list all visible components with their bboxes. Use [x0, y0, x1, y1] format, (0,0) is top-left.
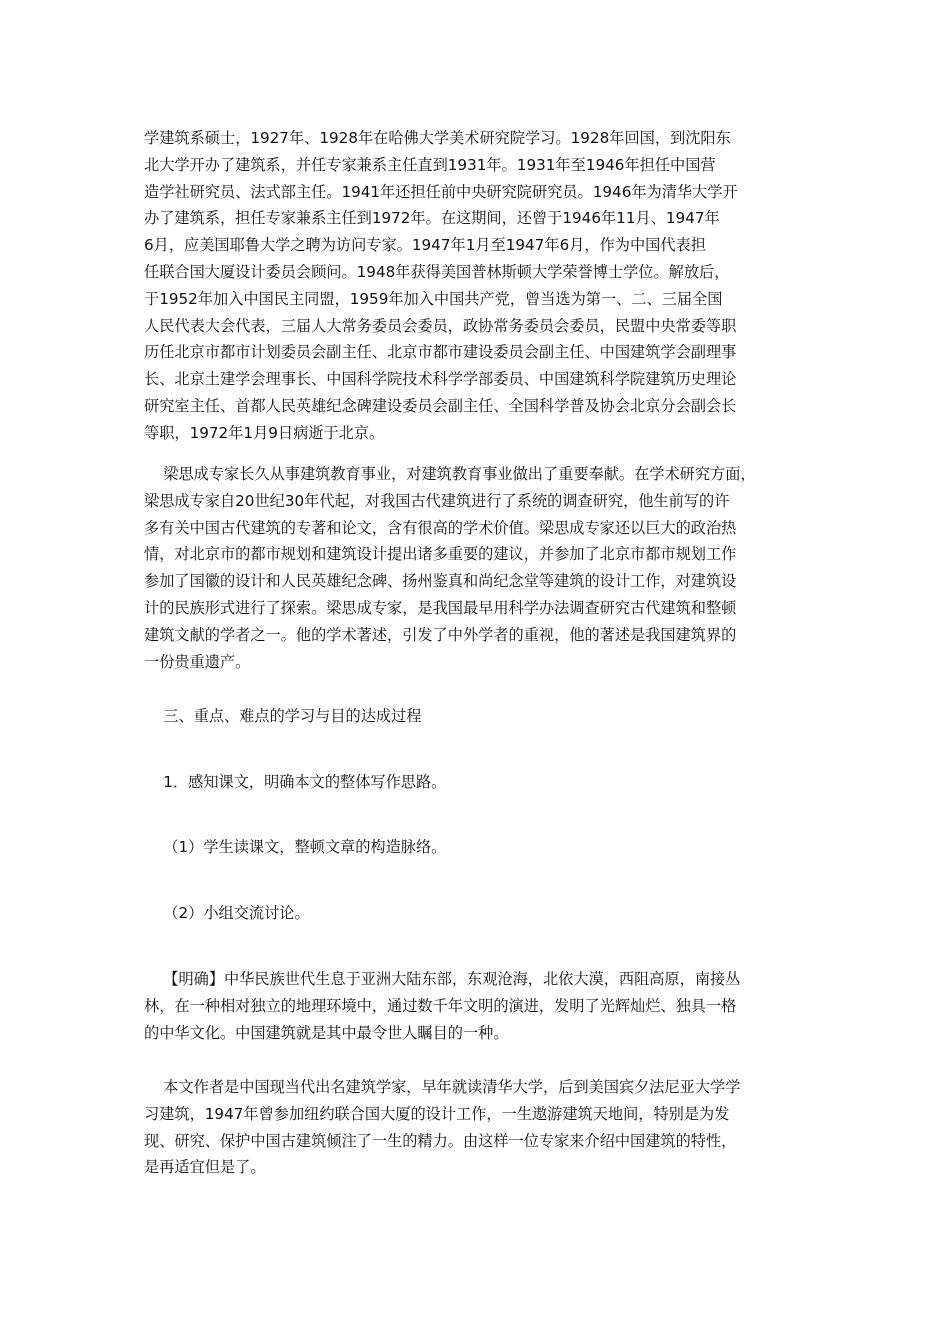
text-line: 研究室主任、首都人民英雄纪念碑建设委员会副主任、全国科学普及协会北京分会副会长 [144, 396, 737, 415]
step-1-text: 1．感知课文，明确本文的整体写作思路。 [144, 773, 447, 791]
text-line: 建筑文献的学者之一。他的学术著述，引发了中外学者的重视，他的著述是我国建筑界的 [144, 625, 737, 644]
step-1-1-text: （1）学生读课文，整顿文章的构造脉络。 [144, 838, 447, 856]
text-line: 长、北京土建学会理事长、中国科学院技术科学学部委员、中国建筑科学院建筑历史理论 [144, 370, 737, 389]
text-line: 习建筑，1947年曾参加纽约联合国大厦的设计工作，一生遨游建筑天地间，特别是为发 [144, 1104, 730, 1123]
text-line: 情，对北京市的都市规划和建筑设计提出诸多重要的建议，并参加了北京市都市规划工作 [144, 545, 737, 564]
step-1-2-text: （2）小组交流讨论。 [144, 904, 310, 922]
paragraph-biography [144, 125, 806, 447]
text-line: 等职，1972年1月9日病逝于北京。 [144, 423, 385, 442]
section-heading [144, 703, 806, 730]
section-heading-text: 三、重点、难点的学习与目的达成过程 [144, 707, 422, 725]
text-line: 办了建筑系，担任专家兼系主任到1972年。在这期间，还曾于1946年11月、1947年 [144, 209, 720, 228]
text-line: 任联合国大厦设计委员会顾问。1948年获得美国普林斯顿大学荣誉博士学位。解放后， [144, 262, 730, 281]
text-line: 林，在一种相对独立的地理环境中，通过数千年文明的演进，发明了光辉灿烂、独具一格 [144, 996, 737, 1015]
text-line: 北大学开办了建筑系，并任专家兼系主任直到1931年。1931年至1946年担任中国营 [144, 155, 716, 174]
paragraph-contribution [144, 461, 806, 675]
text-line: 梁思成专家长久从事建筑教育事业，对建筑教育事业做出了重要奉献。在学术研究方面， [144, 465, 756, 483]
text-line: 梁思成专家自20世纪30年代起，对我国古代建筑进行了系统的调查研究，他生前写的许 [144, 491, 730, 510]
text-line: 一份贵重遗产。 [144, 652, 251, 671]
text-line: 6月，应美国耶鲁大学之聘为访问专家。1947年1月至1947年6月，作为中国代表担 [144, 236, 706, 255]
paragraph-author [144, 1074, 806, 1181]
step-1-2 [144, 900, 806, 927]
text-line: 参加了国徽的设计和人民英雄纪念碑、扬州鉴真和尚纪念堂等建筑的设计工作，对建筑设 [144, 572, 737, 591]
text-line: 人民代表大会代表，三届人大常务委员会委员，政协常务委员会委员，民盟中央常委等职 [144, 316, 737, 335]
text-line: 造学社研究员、法式部主任。1941年还担任前中央研究院研究员。1946年为清华大学开 [144, 182, 738, 201]
step-1 [144, 769, 806, 796]
text-line: 计的民族形式进行了探索。梁思成专家，是我国最早用科学办法调查研究古代建筑和整顿 [144, 598, 737, 617]
text-line: 于1952年加入中国民主同盟，1959年加入中国共产党，曾当选为第一、二、三届全国 [144, 289, 723, 308]
paragraph-clarify [144, 966, 806, 1046]
text-line: 历任北京市都市计划委员会副主任、北京市都市建设委员会副主任、中国建筑学会副理事 [144, 343, 737, 362]
text-line: 本文作者是中国现当代出名建筑学家，早年就读清华大学，后到美国宾夕法尼亚大学学 [144, 1078, 741, 1096]
step-1-1 [144, 834, 806, 861]
text-line: 现、研究、保护中国古建筑倾注了一生的精力。由这样一位专家来介绍中国建筑的特性， [144, 1131, 737, 1150]
text-line: 是再适宜但是了。 [144, 1158, 266, 1177]
text-line: 【明确】中华民族世代生息于亚洲大陆东部，东观沧海，北依大漠，西阻高原，南接丛 [144, 970, 741, 988]
text-line: 多有关中国古代建筑的专著和论文，含有很高的学术价值。梁思成专家还以巨大的政治热 [144, 518, 737, 537]
text-line: 的中华文化。中国建筑就是其中最令世人瞩目的一种。 [144, 1023, 509, 1042]
text-line: 学建筑系硕士，1927年、1928年在哈佛大学美术研究院学习。1928年回国，到沈阳东 [144, 129, 731, 147]
